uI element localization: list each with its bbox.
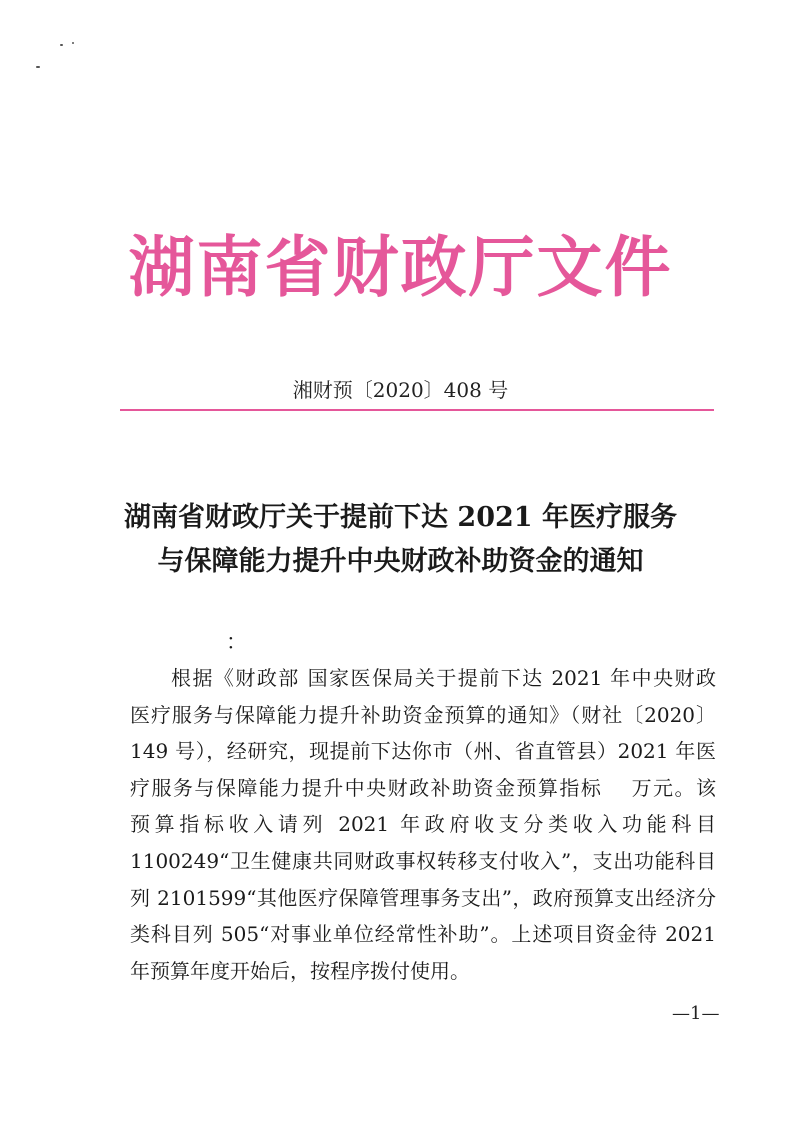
body-line: 疗服务与保障能力提升中央财政补助资金预算指标 万元。该 xyxy=(130,775,716,800)
body-line: 医疗服务与保障能力提升补助资金预算的通知》（财社〔2020〕 xyxy=(130,702,716,727)
body-line: 149 号），经研究，现提前下达你市（州、省直管县）2021 年医 xyxy=(130,739,716,764)
body-line: 类科目列 505“对事业单位经常性补助”。上述项目资金待 2021 xyxy=(130,922,716,947)
body-line: 根据《财政部 国家医保局关于提前下达 2021 年中央财政 xyxy=(171,666,716,690)
scan-speck xyxy=(60,44,63,46)
notice-title-line-2: 与保障能力提升中央财政补助资金的通知 xyxy=(157,546,644,577)
page-number: —1— xyxy=(672,1003,720,1024)
issuer-header-title: 湖南省财政厅文件 xyxy=(128,229,673,306)
body-line: 年预算年度开始后，按程序拨付使用。 xyxy=(130,958,470,983)
body-line: 列 2101599“其他医疗保障管理事务支出”，政府预算支出经济分 xyxy=(130,885,716,910)
addressee-colon: ： xyxy=(226,630,247,654)
document-number: 湘财预〔2020〕408 号 xyxy=(292,378,509,402)
body-line: 1100249“卫生健康共同财政事权转移支付收入”，支出功能科目 xyxy=(130,848,716,873)
notice-title-line-1: 湖南省财政厅关于提前下达 2021 年医疗服务 xyxy=(124,502,677,533)
notice-body xyxy=(130,660,716,989)
scan-speck xyxy=(72,42,74,44)
notice-title xyxy=(80,496,721,584)
body-line: 预算指标收入请列 2021 年政府收支分类收入功能科目 xyxy=(130,812,716,837)
red-separator-line xyxy=(120,409,714,411)
scan-speck xyxy=(36,66,40,68)
